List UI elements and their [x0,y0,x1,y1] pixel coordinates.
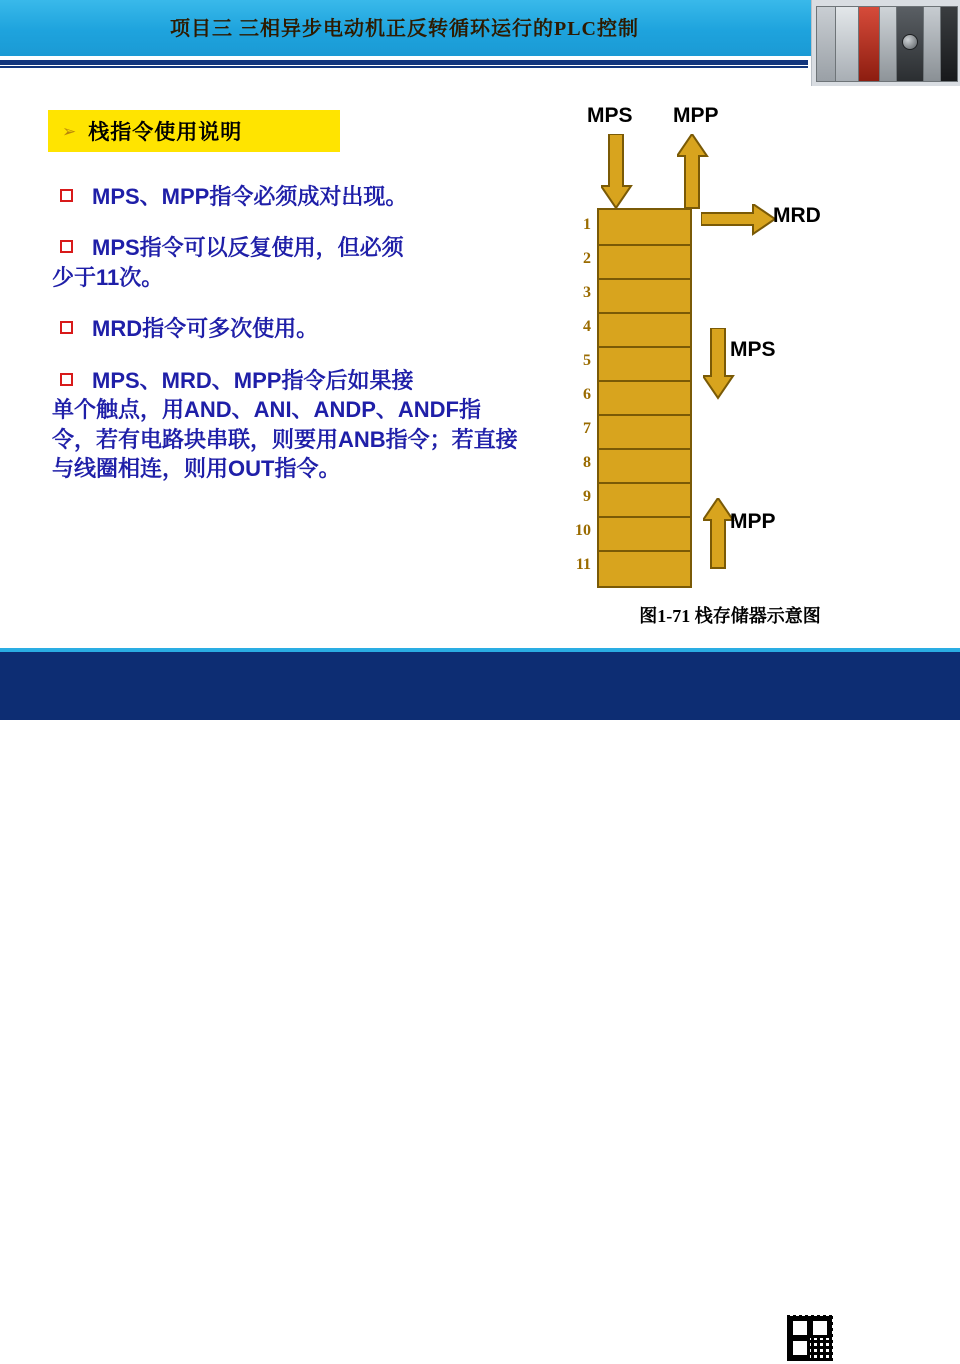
list-item [52,233,522,292]
square-bullet-icon [60,240,73,253]
list-item [52,366,522,484]
list-item-label: MPS、MPP指令必须成对出现。 [92,184,408,209]
row-number: 6 [583,386,591,403]
page-title: 项目三 三相异步电动机正反转循环运行的PLC控制 [170,18,639,40]
row-number: 9 [583,488,591,505]
dial-icon [902,34,918,50]
diagram-label-mrd: MRD [773,204,821,227]
list-item-continuation: 少于11次。 [52,264,164,290]
square-bullet-icon [60,373,73,386]
arrow-up-mpp-icon [677,134,711,210]
diagram-label-mpp-top: MPP [673,104,719,127]
footer-band [0,652,960,1354]
square-bullet-icon [60,189,73,202]
row-number: 2 [583,250,591,267]
row-number: 3 [583,284,591,301]
plc-module-photo [811,0,960,86]
arrow-down-mps-icon [601,134,635,210]
arrow-up-mpp-mid-icon [703,498,737,570]
row-number: 4 [583,318,591,335]
qr-code [784,1312,836,1364]
row-number: 8 [583,454,591,471]
stack-memory-diagram [545,100,915,640]
header-underline [0,60,808,65]
row-number: 1 [583,216,591,233]
stack-box [597,208,692,588]
row-number: 10 [575,522,591,539]
footer-label: 机工教育 [844,1333,925,1354]
bullet-list [52,182,522,506]
list-item-continuation: 单个触点，用AND、ANI、ANDP、ANDF指令，若有电路块串联，则要用ANB指令；若直接与线圈相连，则用OUT指令。 [52,397,518,482]
triangle-right-icon: ➢ [62,121,77,141]
list-item-label: MPS、MRD、MPP指令后如果接 [92,367,414,393]
diagram-label-mpp-mid: MPP [730,510,776,533]
list-item-label: MRD指令可多次使用。 [92,316,319,342]
diagram-label-mps-top: MPS [587,104,633,127]
list-item-label: MPS指令可以反复使用，但必须 [92,235,404,261]
list-item [52,182,522,211]
row-number: 7 [583,420,591,437]
figure-caption: 图1-71 栈存储器示意图 [639,606,821,626]
list-item [52,314,522,343]
row-number: 11 [575,556,591,573]
square-bullet-icon [60,321,73,334]
section-heading [48,110,340,152]
arrow-right-mrd-icon [701,204,777,236]
diagram-label-mps-mid: MPS [730,338,776,361]
header-underline-thin [0,66,808,68]
row-number: 5 [583,352,591,369]
section-heading-label: 栈指令使用说明 [88,120,243,144]
